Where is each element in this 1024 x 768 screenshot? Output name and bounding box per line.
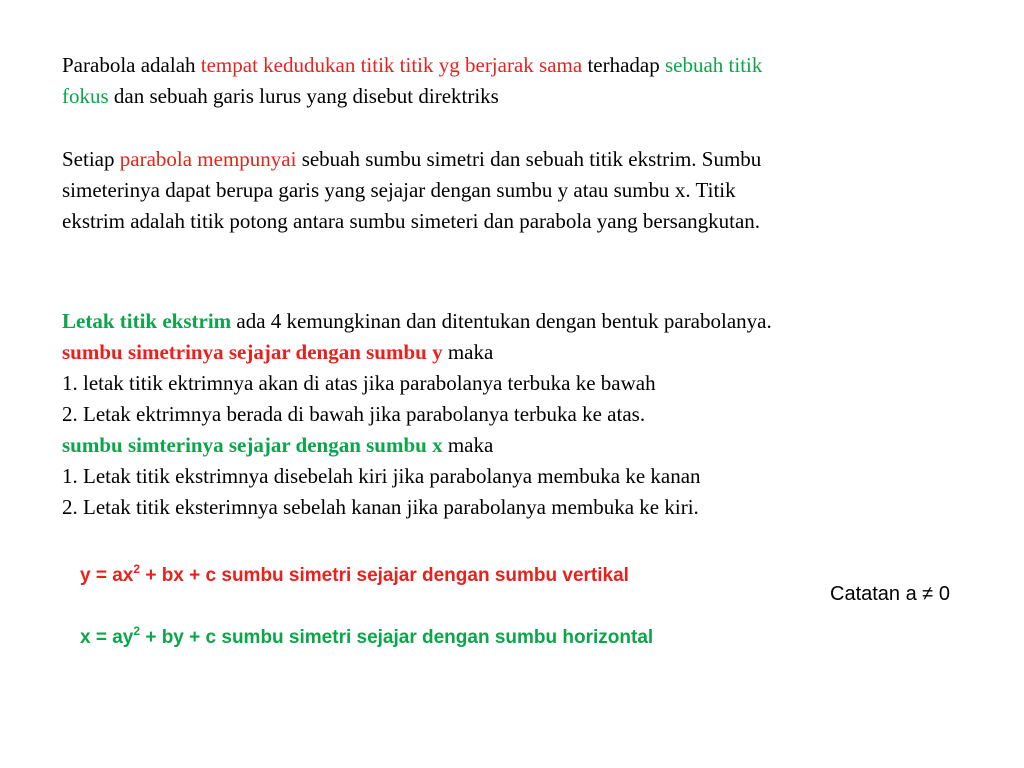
definition-paragraph — [62, 50, 762, 112]
text-segment: maka — [442, 340, 494, 364]
highlight-red-bold: sumbu simetrinya sejajar dengan sumbu y — [62, 340, 443, 364]
formula-part: x = ay — [80, 627, 134, 648]
highlight-red: parabola mempunyai — [119, 147, 297, 171]
symmetry-line-3: ekstrim adalah titik potong antara sumbu simeteri dan parabola yang bersangkutan. — [62, 209, 761, 233]
extreme-line-6: 1. Letak titik ekstrimnya disebelah kiri jika parabolanya membuka ke kanan — [62, 464, 701, 488]
highlight-red: tempat kedudukan titik titik yg berjarak sama — [200, 53, 583, 77]
highlight-green: fokus — [62, 84, 109, 108]
highlight-green: sebuah titik — [664, 53, 763, 77]
formula-part: y = ax — [80, 565, 134, 586]
text-segment: terhadap — [582, 53, 665, 77]
formula-vertical — [80, 562, 629, 590]
text-segment: dan sebuah garis lurus yang disebut direktriks — [108, 84, 499, 108]
exponent: 2 — [133, 623, 141, 638]
highlight-green-bold: Letak titik ekstrim — [62, 309, 232, 333]
extreme-line-3: 1. letak titik ektrimnya akan di atas jika parabolanya terbuka ke bawah — [62, 371, 656, 395]
text-segment: sebuah sumbu simetri dan sebuah titik ekstrim. Sumbu — [296, 147, 762, 171]
text-segment: maka — [442, 433, 494, 457]
symmetry-paragraph — [62, 144, 761, 237]
text-segment: Setiap — [62, 147, 120, 171]
note-text: Catatan a ≠ 0 — [830, 583, 950, 605]
extreme-point-paragraph — [62, 306, 772, 523]
formula-horizontal — [80, 624, 653, 652]
extreme-line-4: 2. Letak ektrimnya berada di bawah jika parabolanya terbuka ke atas. — [62, 402, 646, 426]
formula-part: + bx + c sumbu simetri sejajar dengan sumbu vertikal — [140, 565, 629, 586]
symmetry-line-2: simeterinya dapat berupa garis yang sejajar dengan sumbu y atau sumbu x. Titik — [62, 178, 736, 202]
extreme-line-7: 2. Letak titik eksterimnya sebelah kanan jika parabolanya membuka ke kiri. — [62, 495, 699, 519]
extreme-line-5 — [62, 430, 772, 461]
symmetry-line-1 — [62, 144, 761, 175]
exponent: 2 — [133, 561, 141, 576]
formula-part: + by + c sumbu simetri sejajar dengan sumbu horizontal — [140, 627, 654, 648]
definition-line-1 — [62, 50, 762, 81]
text-segment: ada 4 kemungkinan dan ditentukan dengan bentuk parabolanya. — [231, 309, 772, 333]
text-segment: Parabola adalah — [62, 53, 201, 77]
highlight-green-bold: sumbu simterinya sejajar dengan sumbu x — [62, 433, 443, 457]
extreme-line-2 — [62, 337, 772, 368]
definition-line-2 — [62, 81, 762, 112]
extreme-line-1 — [62, 306, 772, 337]
